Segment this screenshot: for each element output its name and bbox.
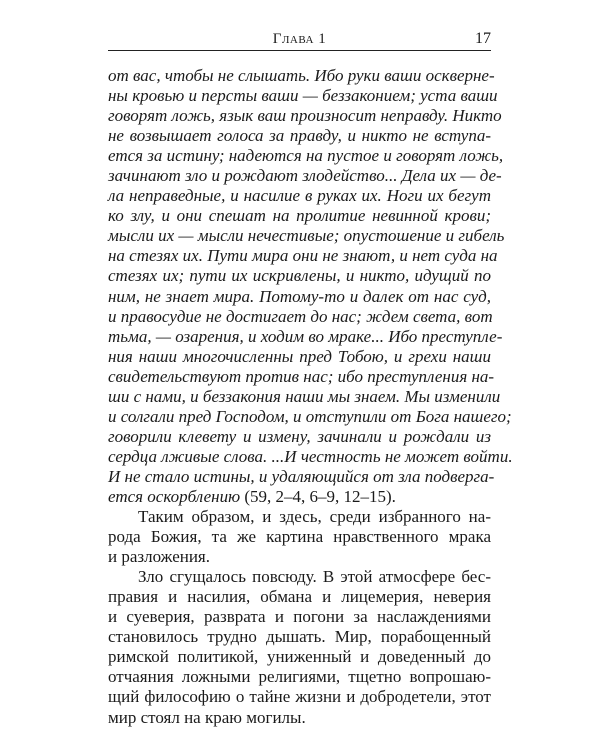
text-line: рода Божия, та же картина нравственного мрака	[108, 527, 491, 547]
text-line: мысли их — мысли нечестивые; опустошение и гибель	[108, 226, 505, 246]
text-line: и правосудие не достигает до нас; ждем света, вот	[108, 306, 493, 326]
page-number: 17	[475, 30, 491, 47]
text-line: тьма, — озарения, и ходим во мраке... Ибо преступле-	[108, 326, 503, 346]
text-line: правия и насилия, обмана и лицемерия, неверия	[108, 587, 491, 607]
text-line: стезях их; пути их искривлены, и никто, идущий по	[108, 266, 491, 286]
text-line: зачинают зло и рождают злодейство... Дела их — де-	[108, 166, 502, 186]
text-line: Таким образом, и здесь, среди избранного на-	[138, 507, 491, 527]
text-line: ла неправедные, и насилие в руках их. Ноги их бегут	[108, 186, 491, 206]
text-line: и солгали пред Господом, и отступили от Бога нашего;	[108, 406, 512, 426]
text-line: становилось трудно дышать. Мир, порабощенный	[108, 627, 491, 647]
text-line: ния наши многочисленны пред Тобою, и грехи наши	[108, 346, 491, 366]
text-line: ним, не знает мира. Потому-то и далек от нас суд,	[108, 286, 491, 306]
chapter-title: Глава 1	[272, 31, 327, 47]
running-header	[108, 30, 491, 51]
text-line: не возвышает голоса за правду, и никто не вступа-	[108, 126, 491, 146]
text-line: от вас, чтобы не слышать. Ибо руки ваши осквернe-	[108, 66, 495, 85]
text-line: сердца лживые слова. ...И честность не может войти.	[108, 446, 513, 466]
text-line: на стезях их. Пути мира они не знают, и нет суда на	[108, 246, 498, 266]
text-line: ши с нами, и беззакония наши мы знаем. Мы изменили	[108, 386, 501, 406]
text-line: ко злу, и они спешат на пролитие невинной крови;	[108, 206, 491, 226]
paragraph-1	[108, 507, 491, 567]
text-line: говорят ложь, язык ваш произносит неправду. Никто	[108, 106, 502, 126]
text-line: и суеверия, разврата и погони за наслаждениями	[108, 607, 491, 627]
text-line: отчаяния ложными религиями, тщетно вопрошаю-	[108, 667, 491, 687]
text-line: Зло сгущалось повсюду. В этой атмосфере бес-	[138, 567, 491, 587]
scripture-quote	[108, 66, 513, 487]
quote-final-line	[108, 487, 491, 507]
text-line: и разложения.	[108, 547, 210, 567]
quote-reference: (59, 2–4, 6–9, 12–15).	[244, 486, 396, 506]
text-line: говорили клевету и измену, зачинали и рождали из	[108, 426, 491, 446]
text-line: ны кровью и персты ваши — беззаконием; уста ваши	[108, 86, 498, 106]
page-body	[108, 66, 513, 728]
quote-final-text: ется оскорблению	[108, 486, 241, 506]
text-line: свидетельствуют против нас; ибо преступления на-	[108, 366, 495, 386]
text-line: римской политикой, униженный и доведенный до	[108, 647, 491, 667]
paragraph-2	[108, 567, 491, 727]
text-line: И не стало истины, и удаляющийся от зла подверга-	[108, 466, 495, 486]
text-line: щий философию о тайне жизни и добродетели, этот	[108, 687, 491, 707]
text-line: ется за истину; надеются на пустое и говорят ложь,	[108, 146, 504, 166]
text-line: мир стоял на краю могилы.	[108, 707, 306, 727]
